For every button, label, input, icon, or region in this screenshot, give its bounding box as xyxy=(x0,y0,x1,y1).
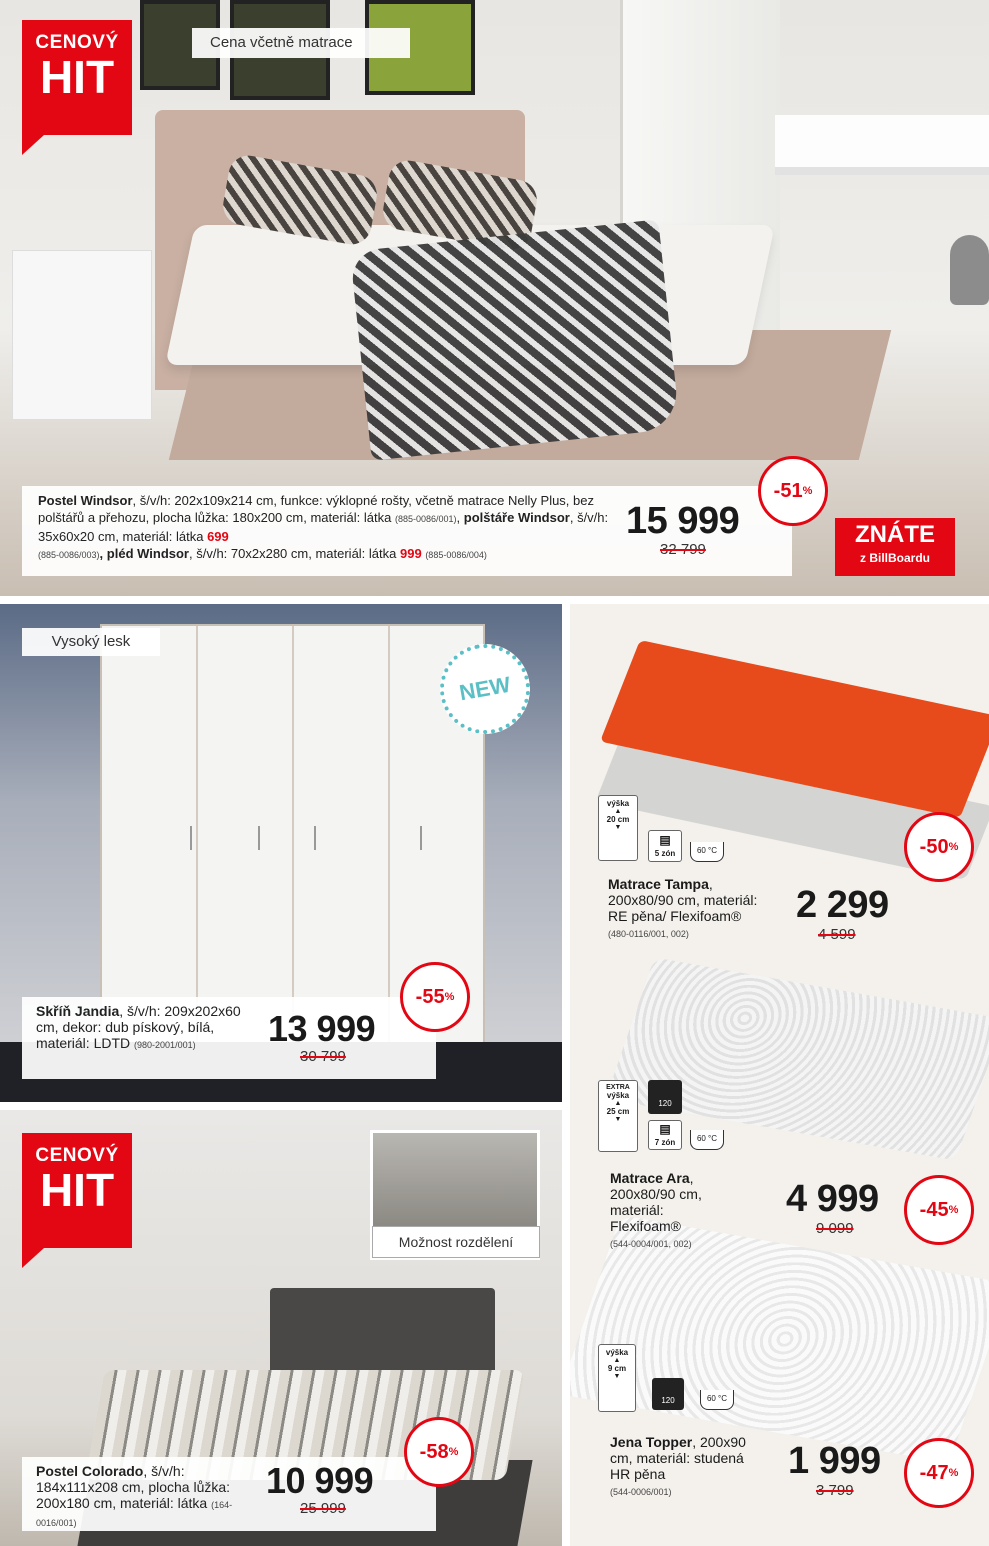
windsor-old-price: 32 799 xyxy=(660,541,706,558)
description-text: , 200x80/90 cm, materiál: RE pěna/ Flexifoam® xyxy=(608,876,758,924)
arrow-up-icon: ▲ xyxy=(614,1100,622,1107)
description-text: , š/v/h: 209x202x60 cm, dekor: dub pískový, bílá, materiál: LDTD xyxy=(36,1003,241,1051)
wash-icon: 60 °C xyxy=(690,1130,724,1150)
door-handle xyxy=(314,826,316,850)
windsor-price: 15 999 xyxy=(626,500,740,542)
price-hit-badge xyxy=(22,20,132,135)
product-code: (480-0116/001, 002) xyxy=(608,929,689,939)
new-badge: NEW xyxy=(433,637,537,741)
product-code: (980-2001/001) xyxy=(134,1040,196,1050)
product-code: (885-0086/001) xyxy=(394,514,457,524)
ara-info xyxy=(610,1170,730,1252)
discount-percent: % xyxy=(948,1467,959,1479)
door-handle xyxy=(420,826,422,850)
colorado-description xyxy=(36,1463,266,1531)
weight-icon: 120 xyxy=(648,1080,682,1114)
arrow-down-icon: ▼ xyxy=(613,1373,621,1380)
product-name: pléd Windsor xyxy=(106,546,189,561)
height-label: EXTRA xyxy=(606,1084,630,1091)
throw-blanket xyxy=(350,219,680,460)
zones-icon xyxy=(648,830,682,862)
jena-price: 1 999 xyxy=(788,1440,881,1482)
hit-label: HIT xyxy=(39,51,115,103)
product-code: (885-0086/003) xyxy=(38,550,100,560)
discount-value: -58 xyxy=(419,1440,449,1463)
pillows-price: 699 xyxy=(207,529,229,544)
tampa-old-price: 4 599 xyxy=(818,926,856,943)
wall-shelf xyxy=(775,115,989,175)
product-code: (885-0086/004) xyxy=(425,550,487,560)
weight-icon: 120 xyxy=(652,1378,684,1410)
layers-icon: ▤ xyxy=(659,1122,671,1136)
nightstand xyxy=(12,250,152,420)
height-value: 20 cm xyxy=(606,815,630,824)
znate-badge xyxy=(835,518,955,576)
windsor-description xyxy=(38,492,618,564)
jena-topper xyxy=(570,1215,989,1463)
jandia-tag: Vysoký lesk xyxy=(22,628,160,656)
wash-icon: 60 °C xyxy=(690,842,724,862)
colorado-price: 10 999 xyxy=(266,1460,374,1501)
discount-percent: % xyxy=(444,991,455,1003)
door-handle xyxy=(190,826,192,850)
discount-value: -45 xyxy=(919,1198,949,1221)
ara-discount-badge xyxy=(904,1175,974,1245)
product-code: (164-0016/001) xyxy=(36,1500,233,1528)
layers-icon: ▤ xyxy=(659,833,671,847)
jandia-discount-badge xyxy=(400,962,470,1032)
tampa-price: 2 299 xyxy=(796,884,889,926)
product-name: polštáře Windsor xyxy=(463,510,570,525)
product-name: Jena Topper xyxy=(610,1434,693,1450)
discount-value: -51 xyxy=(773,479,803,502)
colorado-info xyxy=(22,1457,436,1531)
jena-info xyxy=(610,1434,760,1500)
product-code: (544-0006/001) xyxy=(610,1487,672,1497)
product-code: (544-0004/001, 002) xyxy=(610,1239,692,1249)
price-hit-badge xyxy=(22,1133,132,1248)
hit-label: CENOVÝ xyxy=(35,32,119,53)
zones-label: 5 zón xyxy=(654,849,676,858)
separator: , xyxy=(99,546,107,561)
height-label: výška xyxy=(606,1091,630,1100)
description-text: , 200x90 cm, materiál: studená HR pěna xyxy=(610,1434,746,1482)
height-value: 25 cm xyxy=(606,1107,630,1116)
arrow-up-icon: ▲ xyxy=(613,1357,621,1364)
discount-percent: % xyxy=(802,485,813,497)
zones-icon xyxy=(648,1120,682,1150)
height-label: výška xyxy=(605,1348,629,1357)
height-icon xyxy=(598,795,638,861)
description-text: , 200x80/90 cm, materiál: Flexifoam® xyxy=(610,1170,702,1234)
door-handle xyxy=(258,826,260,850)
throw-price: 999 xyxy=(399,546,422,561)
jandia-price: 13 999 xyxy=(268,1008,376,1049)
jandia-old-price: 30 799 xyxy=(300,1048,346,1065)
height-icon xyxy=(598,1344,636,1412)
jandia-description xyxy=(36,1003,256,1053)
znate-title: ZNÁTE xyxy=(855,521,935,548)
zones-label: 7 zón xyxy=(654,1138,676,1147)
jena-discount-badge xyxy=(904,1438,974,1508)
product-name: Skříň Jandia xyxy=(36,1003,120,1019)
discount-percent: % xyxy=(948,841,959,853)
product-name: Postel Windsor xyxy=(38,493,133,508)
product-name: Postel Colorado xyxy=(36,1463,144,1479)
discount-value: -47 xyxy=(919,1461,949,1484)
windsor-discount-badge xyxy=(758,456,828,526)
tampa-info xyxy=(608,876,778,942)
product-name: Matrace Tampa xyxy=(608,876,709,892)
vase xyxy=(950,235,989,305)
description-text: , š/v/h: 35x60x20 cm, materiál: látka xyxy=(38,510,609,544)
arrow-down-icon: ▼ xyxy=(614,824,622,831)
colorado-discount-badge xyxy=(404,1417,474,1487)
colorado-old-price: 25 999 xyxy=(300,1500,346,1517)
windsor-tag: Cena včetně matrace xyxy=(192,28,410,58)
inset-caption: Možnost rozdělení xyxy=(372,1226,540,1258)
height-icon xyxy=(598,1080,638,1152)
wash-icon: 60 °C xyxy=(700,1390,734,1410)
hit-label: HIT xyxy=(39,1164,115,1216)
discount-value: -50 xyxy=(919,835,949,858)
ara-price: 4 999 xyxy=(786,1178,879,1220)
description-text: , š/v/h: 70x2x280 cm, materiál: látka xyxy=(189,546,400,561)
separator: , xyxy=(456,510,464,525)
jena-old-price: 3 799 xyxy=(816,1482,854,1499)
discount-percent: % xyxy=(948,1204,959,1216)
description-text: , š/v/h: 184x111x208 cm, plocha lůžka: 200x180 cm, materiál: látka xyxy=(36,1463,231,1511)
height-value: 9 cm xyxy=(607,1364,627,1373)
arrow-up-icon: ▲ xyxy=(614,808,622,815)
tampa-discount-badge xyxy=(904,812,974,882)
height-label: výška xyxy=(606,799,630,808)
description-text: , š/v/h: 202x109x214 cm, funkce: výklopné rošty, včetně matrace Nelly Plus, bez polštářů a přehozu, plocha lůžka: 180x200 cm, materiál: látka xyxy=(38,493,594,525)
hit-label: CENOVÝ xyxy=(35,1145,119,1166)
znate-subtitle: z BillBoardu xyxy=(859,551,930,565)
ara-old-price: 9 099 xyxy=(816,1220,854,1237)
product-name: Matrace Ara xyxy=(610,1170,690,1186)
discount-value: -55 xyxy=(415,985,445,1008)
arrow-down-icon: ▼ xyxy=(614,1116,622,1123)
discount-percent: % xyxy=(448,1446,459,1458)
